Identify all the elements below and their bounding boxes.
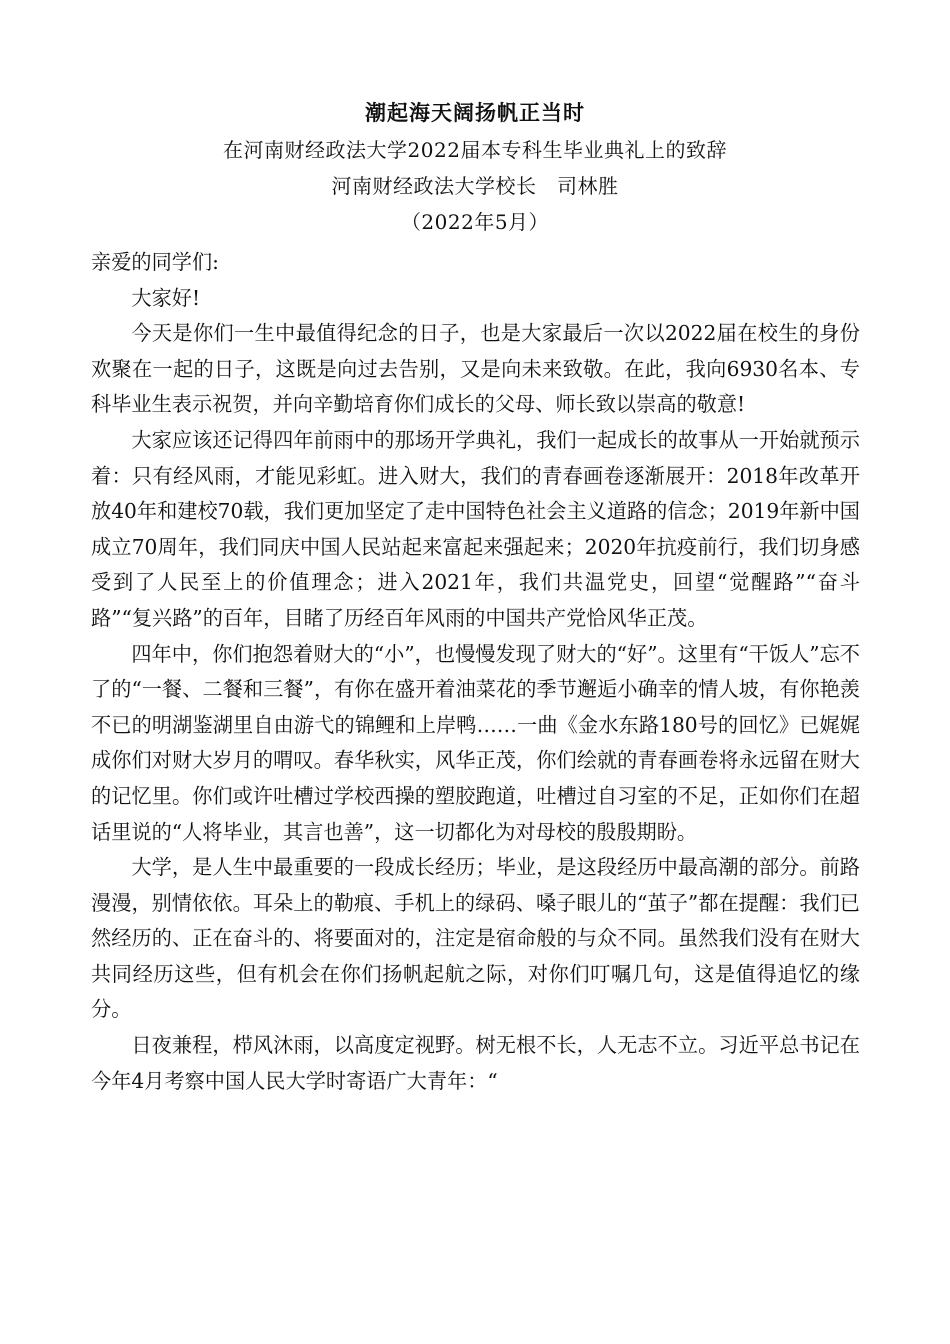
document-author: 河南财经政法大学校长 司林胜 [331, 174, 619, 198]
paragraph-memories: 大家应该还记得四年前雨中的那场开学典礼，我们一起成长的故事从一开始就预示着：只有经风雨，才能见彩虹。进入财大，我们的青春画卷逐渐展开：2018年改革开放40年和建校70载，我们更加坚定了走中国特色社会主义道路的信念；2019年新中国成立70周年，我们同庆中国人民站起来富起来强起来；2020年抗疫前行，我们切身感受到了人民至上的价值理念；进入2021年，我们共温党史，回望“觉醒路”“奋斗路”“复兴路”的百年，目睹了历经百年风雨的中国共产党恰风华正茂。 [91, 427, 860, 630]
paragraph-vision: 日夜兼程，栉风沐雨，以高度定视野。树无根不长，人无志不立。习近平总书记在今年4月考察中国人民大学时寄语广大青年：“ [91, 1033, 860, 1093]
paragraph-graduation: 大学，是人生中最重要的一段成长经历；毕业，是这段经历中最高潮的部分。前路漫漫，别情依依。耳朵上的勒痕、手机上的绿码、嗓子眼儿的“茧子”都在提醒：我们已然经历的、正在奋斗的、将要面对的，注定是宿命般的与众不同。虽然我们没有在财大共同经历这些，但有机会在你们扬帆起航之际，对你们叮嘱几句，这是值得追忆的缘分。 [91, 855, 860, 1022]
document-date: （2022年5月） [400, 210, 550, 234]
paragraph-congratulations: 今天是你们一生中最值得纪念的日子，也是大家最后一次以2022届在校生的身份欢聚在一起的日子，这既是向过去告别，又是向未来致敬。在此，我向6930名本、专科毕业生表示祝贺，并向辛勤培育你们成长的父母、师长致以崇高的敬意! [91, 321, 860, 417]
document-title: 潮起海天阔扬帆正当时 [365, 100, 585, 125]
document-body [91, 245, 860, 1099]
document-subtitle: 在河南财经政法大学2022届本专科生毕业典礼上的致辞 [223, 138, 727, 162]
paragraph-greeting: 大家好! [131, 285, 201, 310]
salutation: 亲爱的同学们: [91, 250, 219, 274]
paragraph-campus-life: 四年中，你们抱怨着财大的“小”，也慢慢发现了财大的“好”。这里有“干饭人”忘不了的“一餐、二餐和三餐”，有你在盛开着油菜花的季节邂逅小确幸的情人坡，有你艳羡不已的明湖鉴湖里自由游弋的锦鲤和上岸鸭……一曲《金水东路180号的回忆》已娓娓成你们对财大岁月的喟叹。春华秋实，风华正茂，你们绘就的青春画卷将永远留在财大的记忆里。你们或许吐槽过学校西操的塑胶跑道，吐槽过自习室的不足，正如你们在超话里说的“人将毕业，其言也善”，这一切都化为对母校的殷殷期盼。 [91, 641, 860, 844]
